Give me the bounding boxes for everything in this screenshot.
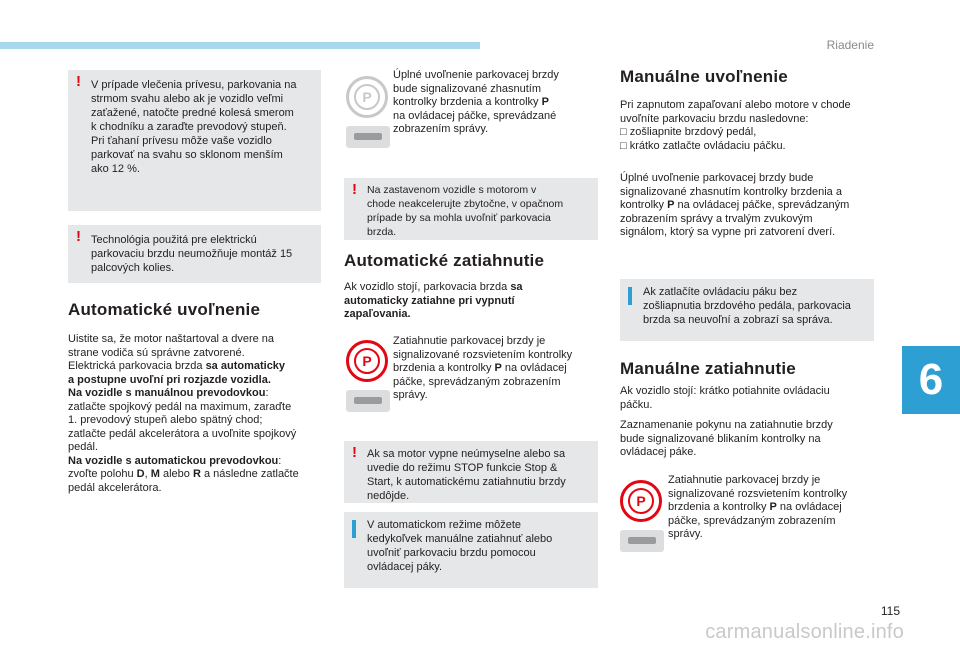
info-text-auto-mode: V automatickom režime môžete kedykoľvek manuálne zatiahnuť alebo uvoľniť parkovaciu brzdu pomocou ovládacej páky. <box>367 519 553 573</box>
parking-brake-p-icon: P <box>346 76 388 118</box>
apply-caption-2: Zatiahnutie parkovacej brzdy je signalizované rozsvietením kontrolky brzdenia a kontrolky P na ovládacej páčke, sprevádzaným zobrazením správy. <box>668 474 848 540</box>
header-accent-bar <box>0 42 480 49</box>
apply-caption: Zatiahnutie parkovacej brzdy je signalizované rozsvietením kontrolky brzdenia a kontrolky P na ovládacej páčke, sprevádzaným zobrazením správy. <box>393 335 573 401</box>
heading-auto-release: Automatické uvoľnenie <box>68 300 261 319</box>
warning-icon: ! <box>76 228 81 245</box>
release-caption: Úplné uvoľnenie parkovacej brzdy bude signalizované zhasnutím kontrolky brzdenia a kontrolky P na ovládacej páčke, sprevádzané zobrazením správy. <box>393 69 559 135</box>
parking-brake-p-icon-red: P <box>346 340 388 382</box>
auto-release-text: Uistite sa, že motor naštartoval a dvere na strane vodiča sú správne zatvorené. Elektrická parkovacia brzda sa automaticky a postupne uvoľní pri rozjazde vozidla. Na vozidle s manuálnou prevodovkou: zatlačte spojkový pedál na maximum, zaraďte 1. prevodový stupeň alebo spätný chod; zatlačte pedál akcelerátora a uvoľnite spojkový pedál. Na vozidle s automatickou prevodovkou: zvoľte polohu D, M alebo R a následne zatlačte pedál akcelerátora. <box>68 333 299 494</box>
heading-manual-release: Manuálne uvoľnenie <box>620 67 788 86</box>
warning-box-towing <box>68 70 321 211</box>
page-number: 115 <box>880 604 900 618</box>
brake-switch-icon <box>620 530 664 552</box>
info-icon <box>628 287 632 305</box>
warning-box-accelerate <box>344 178 598 240</box>
manual-apply-text-2: Zaznamenanie pokynu na zatiahnutie brzdy bude signalizované blikaním kontrolky na ovládacej páke. <box>620 419 833 458</box>
auto-apply-text: Ak vozidlo stojí, parkovacia brzda sa automaticky zatiahne pri vypnutí zapaľovania. <box>344 281 523 320</box>
manual-release-text: Pri zapnutom zapaľovaní alebo motore v chode uvoľníte parkovaciu brzdu nasledovne: □ zošliapnite brzdový pedál, □ krátko zatlačte ovládaciu páčku. <box>620 99 851 152</box>
watermark: carmanualsonline.info <box>705 621 904 643</box>
section-title: Riadenie <box>826 38 874 52</box>
info-text-no-brake-pedal: Ak zatlačíte ovládaciu páku bez zošliapnutia brzdového pedála, parkovacia brzda sa neuvoľní a zobrazí sa správa. <box>643 286 851 326</box>
parking-brake-p-icon-red: P <box>620 480 662 522</box>
warning-icon: ! <box>352 181 357 198</box>
warning-box-stop-start <box>344 441 598 503</box>
warning-text-wheels: Technológia použitá pre elektrickú parkovaciu brzdu neumožňuje montáž 15 palcových kolies. <box>91 234 293 274</box>
heading-manual-apply: Manuálne zatiahnutie <box>620 359 796 378</box>
parking-brake-off-illustration <box>346 76 392 148</box>
info-box-auto-mode <box>344 512 598 588</box>
brake-switch-icon <box>346 390 390 412</box>
warning-icon: ! <box>352 444 357 461</box>
heading-auto-apply: Automatické zatiahnutie <box>344 251 545 270</box>
warning-icon: ! <box>76 73 81 90</box>
parking-brake-on-illustration-2 <box>620 480 666 552</box>
warning-text-towing: V prípade vlečenia prívesu, parkovania na strmom svahu alebo ak je vozidlo veľmi zaťažené, natočte predné kolesá smerom k chodníku a zaraďte prevodový stupeň. Pri ťahaní prívesu môže vaše vozidlo parkovať na svahu so sklonom menším ako 12 %. <box>91 79 297 175</box>
chapter-tab: 6 <box>902 346 960 414</box>
info-icon <box>352 520 356 538</box>
warning-box-wheels <box>68 225 321 283</box>
info-box-no-brake-pedal <box>620 279 874 341</box>
brake-switch-icon <box>346 126 390 148</box>
warning-text-accelerate: Na zastavenom vozidle s motorom v chode neakcelerujte zbytočne, v opačnom prípade by sa mohla uvoľniť parkovacia brzda. <box>367 184 564 238</box>
manual-apply-text: Ak vozidlo stojí: krátko potiahnite ovládaciu páčku. <box>620 385 830 411</box>
warning-text-stop-start: Ak sa motor vypne neúmyselne alebo sa uvedie do režimu STOP funkcie Stop & Start, k automatickému zatiahnutiu brzdy nedôjde. <box>367 448 566 502</box>
parking-brake-on-illustration <box>346 340 392 412</box>
manual-release-text-2: Úplné uvoľnenie parkovacej brzdy bude signalizované zhasnutím kontrolky brzdenia a kontrolky P na ovládacej páčke, sprevádzaným zobrazením správy a trvalým zvukovým signálom, ktorý sa vypne pri zatvorení dverí. <box>620 172 850 238</box>
